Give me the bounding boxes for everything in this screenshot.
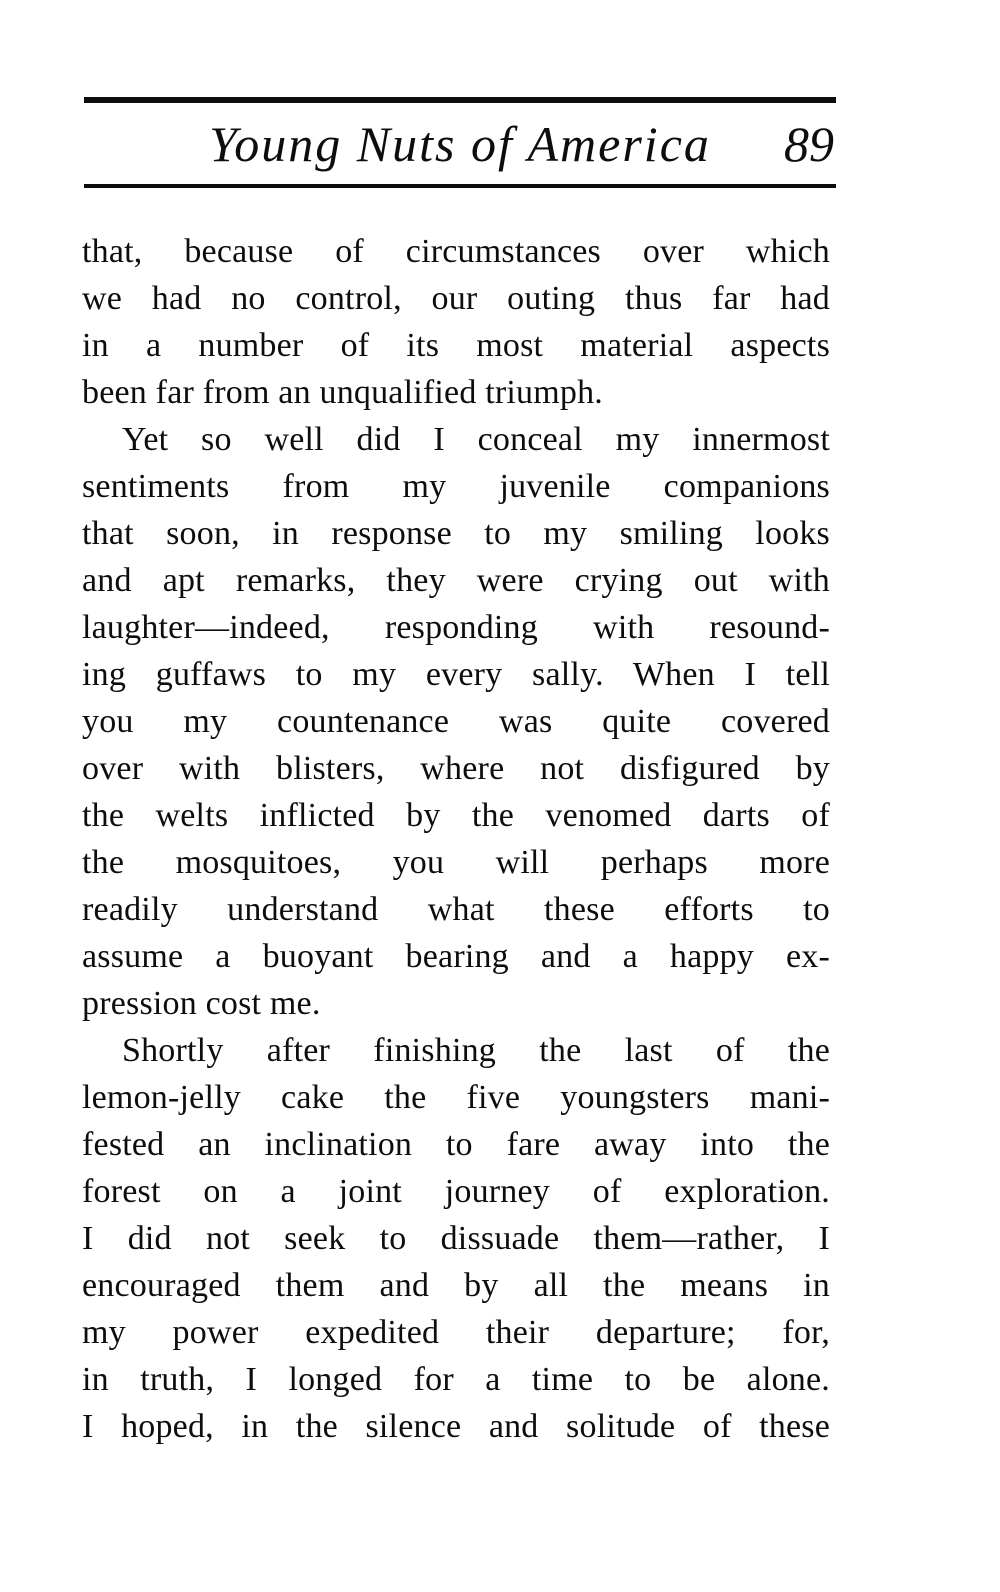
text-line: Shortly after finishing the last of the	[122, 1032, 830, 1069]
text-line: you my countenance was quite covered	[82, 703, 830, 740]
text-line: the welts inflicted by the venomed darts of	[82, 797, 830, 834]
text-line: forest on a joint journey of exploration.	[82, 1173, 830, 1210]
text-line: sentiments from my juvenile companions	[82, 468, 830, 505]
text-line: lemon-jelly cake the five youngsters mani-	[82, 1079, 830, 1116]
text-line: that soon, in response to my smiling looks	[82, 515, 830, 552]
paragraph	[82, 416, 830, 1027]
header-rule-bottom	[84, 184, 836, 188]
text-line: I did not seek to dissuade them—rather, I	[82, 1220, 830, 1257]
text-line: my power expedited their departure; for,	[82, 1314, 830, 1351]
text-line: that, because of circumstances over which	[82, 233, 830, 270]
text-line: we had no control, our outing thus far had	[82, 280, 830, 317]
text-line: ing guffaws to my every sally. When I tell	[82, 656, 830, 693]
text-line: and apt remarks, they were crying out with	[82, 562, 830, 599]
page-number: 89	[784, 116, 834, 172]
text-line: I hoped, in the silence and solitude of these	[82, 1408, 830, 1445]
text-line: the mosquitoes, you will perhaps more	[82, 844, 830, 881]
page-title: Young Nuts of America	[209, 116, 711, 172]
header-rule-top	[84, 97, 836, 103]
text-line: been far from an unqualified triumph.	[82, 374, 604, 411]
text-line: in truth, I longed for a time to be alone.	[82, 1361, 830, 1398]
text-line: Yet so well did I conceal my innermost	[122, 421, 830, 458]
text-line: fested an inclination to fare away into the	[82, 1126, 830, 1163]
text-line: over with blisters, where not disfigured by	[82, 750, 830, 787]
paragraph	[82, 228, 830, 416]
header-row	[84, 108, 836, 180]
text-line: in a number of its most material aspects	[82, 327, 830, 364]
text-line: readily understand what these efforts to	[82, 891, 830, 928]
text-line: encouraged them and by all the means in	[82, 1267, 830, 1304]
body-text	[82, 228, 830, 1450]
text-line: assume a buoyant bearing and a happy ex-	[82, 938, 830, 975]
text-line: laughter—indeed, responding with resound-	[82, 609, 830, 646]
paragraph	[82, 1027, 830, 1450]
text-line: pression cost me.	[82, 985, 321, 1022]
